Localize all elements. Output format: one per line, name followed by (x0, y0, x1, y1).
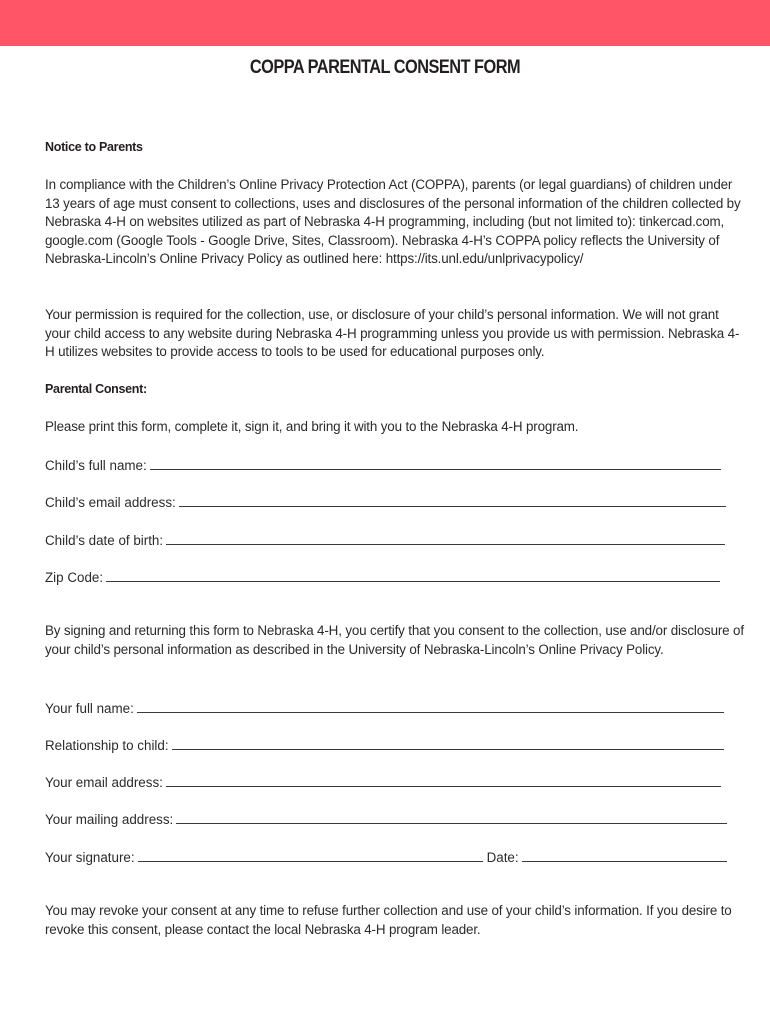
top-accent-band (0, 0, 770, 46)
signature-blank[interactable] (138, 847, 483, 862)
parent-email-blank[interactable] (166, 772, 721, 787)
relationship-label: Relationship to child: (45, 738, 169, 753)
notice-paragraph-permission: Your permission is required for the collection, use, or disclosure of your child’s personal information. We will not grant your child access to any website during Nebraska 4-H programming unless you provide us with permission. Nebraska 4-H utilizes websites to provide access to tools to be used for educational purposes only. (45, 307, 740, 360)
form-title: COPPA PARENTAL CONSENT FORM (249, 57, 521, 78)
revoke-paragraph: You may revoke your consent at any time to refuse further collection and use of your child’s information. If you desire to revoke this consent, please contact the local Nebraska 4-H program leader. (45, 903, 732, 937)
notice-heading: Notice to Parents (45, 140, 143, 154)
mailing-address-row (45, 807, 727, 827)
parent-full-name-blank[interactable] (137, 698, 724, 713)
child-dob-blank[interactable] (166, 530, 725, 545)
zip-code-label: Zip Code: (45, 570, 104, 585)
date-blank[interactable] (522, 847, 727, 862)
certification-paragraph: By signing and returning this form to Nebraska 4-H, you certify that you consent to the collection, use and/or disclosure of your child’s personal information as described in the University of Nebraska-Lincoln’s Online Privacy Policy. (45, 623, 744, 657)
mailing-address-blank[interactable] (176, 809, 727, 824)
child-full-name-row (45, 453, 721, 473)
relationship-blank[interactable] (172, 735, 724, 750)
date-label: Date: (486, 850, 519, 865)
child-full-name-blank[interactable] (150, 455, 721, 470)
mailing-address-label: Your mailing address: (45, 812, 174, 827)
parent-email-label: Your email address: (45, 775, 163, 790)
child-dob-row (45, 528, 725, 548)
parent-email-row (45, 770, 721, 790)
parent-full-name-label: Your full name: (45, 701, 134, 716)
signature-label: Your signature: (45, 850, 135, 865)
print-instruction: Please print this form, complete it, sign it, and bring it with you to the Nebraska 4-H program. (45, 419, 579, 434)
zip-code-row (45, 565, 720, 585)
child-dob-label: Child’s date of birth: (45, 533, 164, 548)
consent-heading: Parental Consent: (45, 382, 147, 396)
notice-paragraph-coppa: In compliance with the Children’s Online Privacy Protection Act (COPPA), parents (or legal guardians) of children under 13 years of age must consent to collections, uses and disclosures of the personal information of the children collected by Nebraska 4-H on websites utilized as part of Nebraska 4-H programming, including (but not limited to): tinkercad.com, google.com (Google Tools - Google Drive, Sites, Classroom). Nebraska 4-H’s COPPA policy reflects the University of Nebraska-Lincoln’s Online Privacy Policy as outlined here: https://its.unl.edu/unlprivacypolicy/ (45, 177, 741, 267)
child-email-row (45, 490, 726, 510)
parent-full-name-row (45, 696, 724, 716)
child-full-name-label: Child’s full name: (45, 458, 147, 473)
child-email-blank[interactable] (179, 492, 726, 507)
child-email-label: Child’s email address: (45, 495, 176, 510)
relationship-row (45, 733, 724, 753)
signature-date-row (45, 845, 727, 865)
zip-code-blank[interactable] (106, 567, 720, 582)
